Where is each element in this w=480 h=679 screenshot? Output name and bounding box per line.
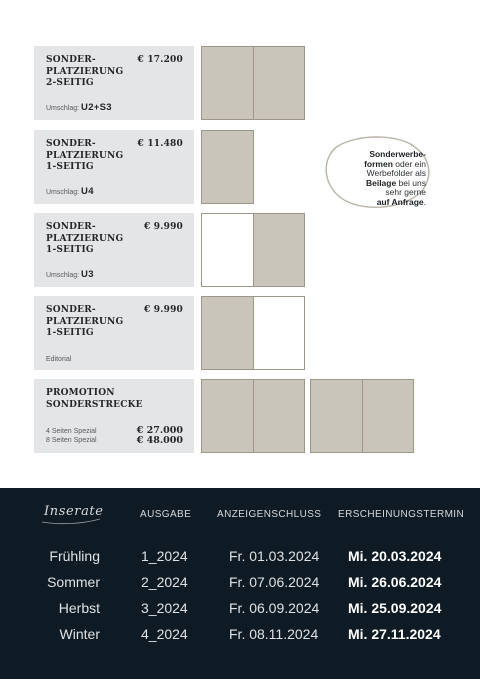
issue: 3_2024 (141, 600, 188, 616)
publication-date: Mi. 27.11.2024 (348, 626, 441, 642)
page-thumb-filled (253, 379, 305, 453)
schedule-section (0, 488, 480, 679)
season: Frühling (49, 548, 100, 564)
page-thumb-filled (201, 379, 254, 453)
schedule-row (0, 548, 480, 568)
special-formats-note: Sonderwerbe- formen oder ein Werbefolder als Beilage bei uns sehr gerne auf Anfrage. (364, 149, 426, 207)
issue: 2_2024 (141, 574, 188, 590)
schedule-row (0, 600, 480, 620)
issue: 1_2024 (141, 548, 188, 564)
closing-date: Fr. 06.09.2024 (229, 600, 320, 616)
placement-position: Umschlag: U3 (46, 269, 94, 280)
placement-title: SONDER- PLATZIERUNG 1-SEITIG (46, 139, 124, 172)
schedule-row (0, 626, 480, 646)
placement-card-2-sided (34, 46, 194, 120)
season: Herbst (58, 600, 100, 616)
placement-position: Umschlag: U2+S3 (46, 102, 112, 113)
closing-date: Fr. 07.06.2024 (229, 574, 320, 590)
underline-swoosh-icon (40, 516, 102, 526)
placement-card-u3 (34, 213, 194, 287)
header-issue: AUSGABE (140, 509, 192, 520)
placement-price: € 11.480 (137, 139, 183, 149)
promotion-title: PROMOTION SONDERSTRECKE (46, 388, 143, 410)
page-thumb-right-filled (253, 46, 305, 120)
placement-title: SONDER- PLATZIERUNG 2-SEITIG (46, 55, 124, 88)
publication-date: Mi. 26.06.2024 (348, 574, 442, 590)
page-thumb-left-filled (201, 46, 254, 120)
placement-title: SONDER- PLATZIERUNG 1-SEITIG (46, 305, 124, 338)
publication-date: Mi. 20.03.2024 (348, 548, 442, 564)
page-thumb-right-filled (253, 213, 305, 287)
season: Winter (59, 626, 100, 642)
page-thumb-filled (362, 379, 414, 453)
placement-card-editorial (34, 296, 194, 370)
header-publication: ERSCHEINUNGSTERMIN (338, 509, 465, 520)
schedule-row (0, 574, 480, 594)
promotion-card (34, 379, 194, 453)
page-thumb-right-empty (253, 296, 305, 370)
promotion-prices: € 27.000 € 48.000 (136, 425, 183, 446)
placement-price: € 9.990 (144, 222, 183, 232)
placement-price: € 9.990 (144, 305, 183, 315)
placement-price: € 17.200 (137, 55, 183, 65)
publication-date: Mi. 25.09.2024 (348, 600, 442, 616)
header-closing: ANZEIGENSCHLUSS (217, 509, 322, 520)
season: Sommer (47, 574, 100, 590)
page-thumb-filled (310, 379, 363, 453)
issue: 4_2024 (141, 626, 188, 642)
placement-position: Umschlag: U4 (46, 186, 94, 197)
page-thumb-filled (201, 130, 254, 204)
closing-date: Fr. 01.03.2024 (229, 548, 320, 564)
promotion-options: 4 Seiten Spezial 8 Seiten Spezial (46, 428, 97, 444)
closing-date: Fr. 08.11.2024 (229, 626, 319, 642)
schedule-script-label: Inserate (44, 504, 104, 519)
placement-position: Editorial (46, 356, 72, 363)
page-thumb-left-filled (201, 296, 254, 370)
placement-title: SONDER- PLATZIERUNG 1-SEITIG (46, 222, 124, 255)
page-thumb-left-empty (201, 213, 254, 287)
placement-card-u4 (34, 130, 194, 204)
